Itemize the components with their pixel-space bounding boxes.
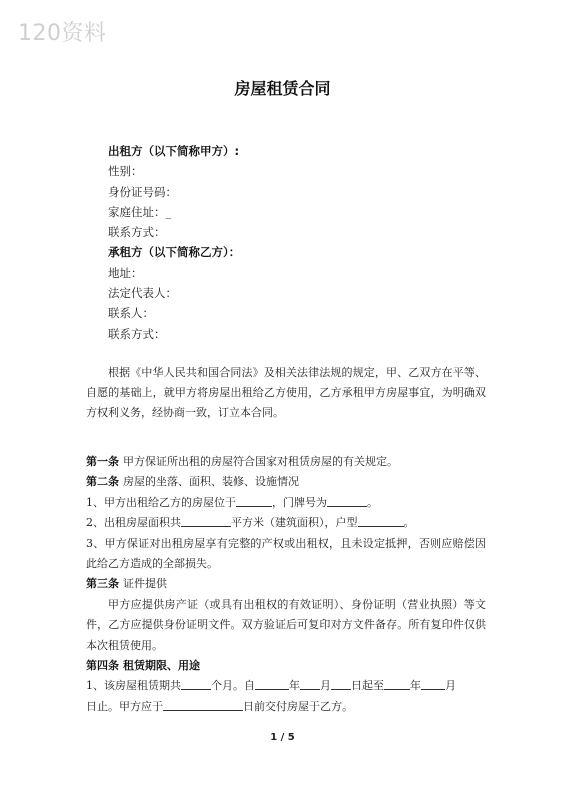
clauses-section	[86, 452, 486, 717]
intro-paragraph: 根据《中华人民共和国合同法》及相关法律法规的规定，甲、乙双方在平等、自愿的基础上，就甲方将房屋出租给乙方使用，乙方承租甲方房屋事宜，为明确双方权利义务，经协商一致，订立本合同。	[86, 366, 486, 419]
blank-line	[384, 677, 410, 690]
article-1	[86, 452, 486, 472]
lessor-id-field: 身份证号码：	[108, 184, 177, 199]
lessee-contact-person-field: 联系人：	[108, 306, 154, 321]
blank-line	[300, 677, 320, 690]
text-segment: 日前交付房屋于乙方。	[243, 699, 353, 713]
blank-line	[331, 677, 351, 690]
blank-line	[358, 514, 404, 527]
text-segment: 1、该房屋租赁期共	[86, 679, 181, 693]
article-3	[86, 574, 486, 594]
text-segment: 月	[445, 679, 456, 693]
article-3-text: 证件提供	[123, 577, 167, 591]
blank-line	[163, 698, 243, 711]
text-segment: 月	[320, 679, 331, 693]
text-segment: 年	[289, 679, 300, 693]
document-title: 房屋租赁合同	[234, 79, 331, 98]
article-2-item-3: 3、甲方保证对出租房屋享有完整的产权或出租权，且未设定抵押，否则应赔偿因此给乙方造成的全部损失。	[86, 536, 486, 570]
blank-line	[255, 677, 289, 690]
text-segment: 平方米（建筑面积），户型	[231, 516, 358, 530]
article-1-label: 第一条	[86, 455, 119, 468]
blank-line	[421, 677, 445, 690]
page-number: 1 / 5	[270, 732, 295, 743]
blank-line	[181, 514, 231, 527]
text-segment: 。	[367, 495, 378, 509]
article-4	[86, 656, 486, 676]
lessor-contact-field: 联系方式：	[108, 225, 166, 240]
article-4-item-1-cont	[86, 697, 486, 717]
text-segment: 1、甲方出租给乙方的房屋位于	[86, 495, 236, 509]
article-2-label: 第二条	[86, 475, 119, 489]
text-segment: 日止。甲方应于	[86, 699, 163, 713]
text-segment: 2、出租房屋面积共	[86, 516, 181, 530]
text-segment: 日起至	[351, 679, 384, 693]
party-section	[108, 141, 240, 344]
blank-line	[181, 677, 211, 690]
blank-line	[236, 494, 272, 507]
lessee-address-field: 地址：	[108, 265, 143, 280]
article-2-text: 房屋的坐落、面积、装修、设施情况	[123, 475, 299, 489]
text-segment: 个月。自	[211, 679, 255, 693]
article-2	[86, 472, 486, 492]
lessee-heading: 承租方（以下简称乙方）：	[108, 245, 241, 260]
blank-line	[327, 494, 367, 507]
article-3-body: 甲方应提供房产证（或具有出租权的有效证明）、身份证明（营业执照）等文件，乙方应提供身份证明文件。双方验证后可复印对方文件备存。所有复印件仅供本次租赁使用。	[86, 597, 486, 652]
intro-section	[86, 363, 486, 423]
lessor-address-field: 家庭住址：_	[108, 204, 172, 219]
lessee-legal-rep-field: 法定代表人：	[108, 286, 177, 301]
article-4-item-1	[86, 676, 486, 696]
article-3-label: 第三条	[86, 577, 119, 591]
lessor-gender-field: 性别：	[108, 164, 143, 179]
article-2-item-2	[86, 513, 486, 533]
text-segment: 。	[403, 516, 415, 530]
article-4-text: 租赁期限、用途	[123, 658, 200, 672]
lessee-contact-field: 联系方式：	[108, 326, 166, 341]
lessor-heading: 出租方（以下简称甲方）:	[108, 144, 240, 158]
article-4-label: 第四条	[86, 658, 119, 672]
article-2-item-1	[86, 493, 486, 513]
watermark: 120资料	[18, 21, 107, 46]
article-1-text: 甲方保证所出租的房屋符合国家对租赁房屋的有关规定。	[123, 455, 398, 468]
text-segment: 年	[410, 679, 421, 693]
text-segment: ，门牌号为	[272, 495, 327, 509]
